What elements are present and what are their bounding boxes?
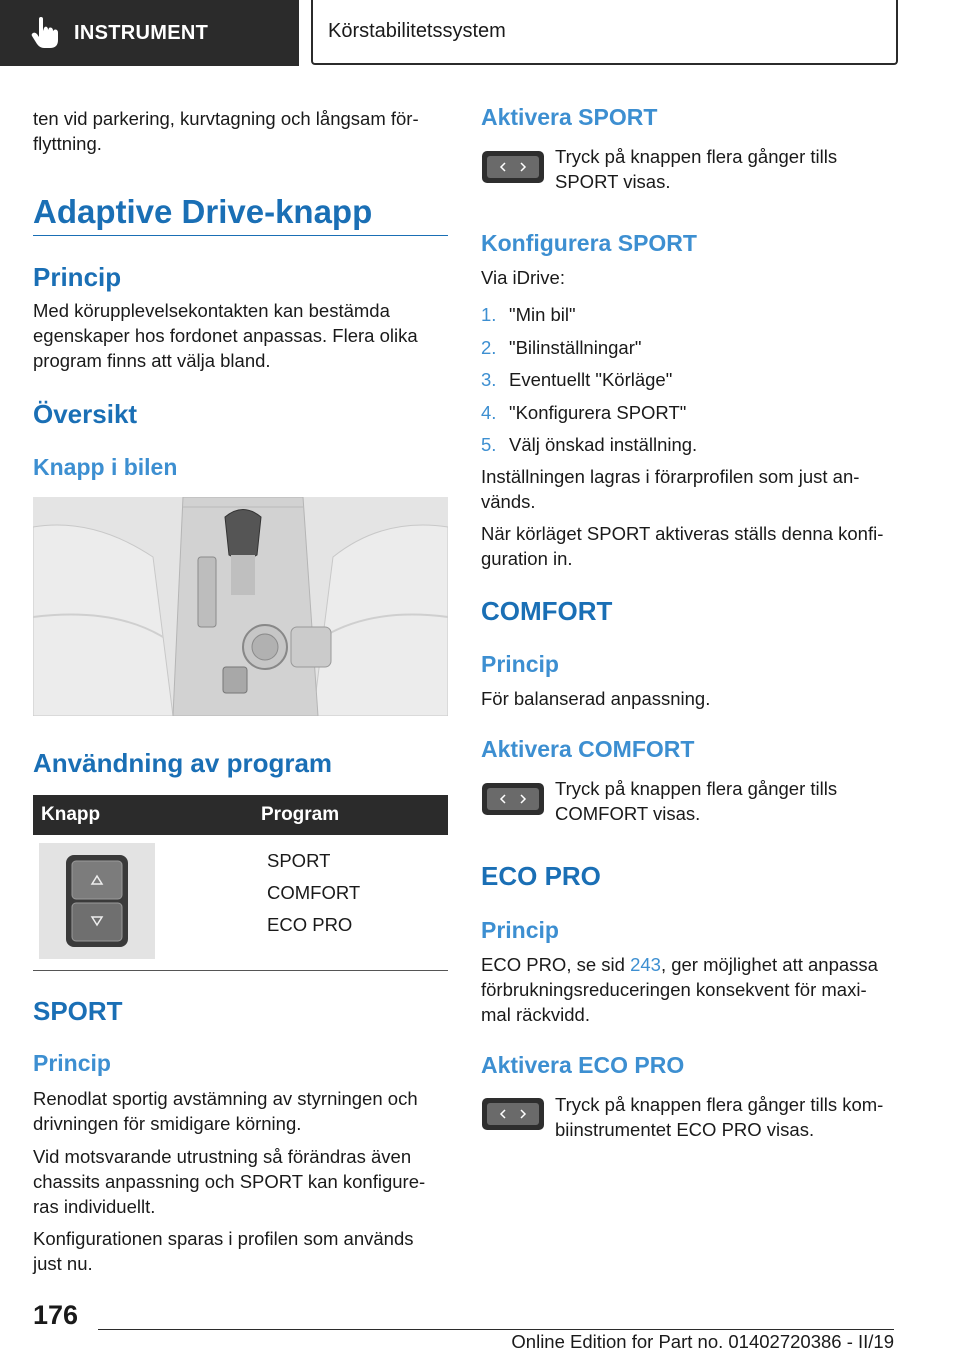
eco-pro-heading: ECO PRO: [481, 861, 601, 891]
comfort-princip-text: För balanserad anpassning.: [481, 688, 711, 709]
footer-rule: [98, 1329, 894, 1330]
edition-text: Online Edition for Part no. 01402720386 - II/19: [511, 1331, 894, 1352]
aktivera-comfort-text: Tryck på knappen flera gånger tills COMFORT visas.: [555, 778, 838, 824]
sport-princip-heading: Princip: [33, 1050, 111, 1076]
princip-heading: Princip: [33, 262, 122, 292]
table-bottom-rule: [33, 970, 448, 971]
sport-paragraph-2: Vid motsvarande utrustning så förändras även chassits anpassning och SPORT kan konfigure-ras individuellt.: [33, 1146, 426, 1217]
table-header-knapp: Knapp: [33, 795, 253, 835]
page-title: Adaptive Drive-knapp: [33, 193, 448, 236]
page-number: 176: [33, 1300, 79, 1330]
header-chapter-label: Körstabilitetssystem: [328, 20, 506, 42]
program-sport: SPORT: [267, 850, 331, 871]
eco-princip-text: ECO PRO, se sid 243, ger möjlighet att anpassa förbrukningsreduceringen konsekvent för maxi-mal räckvidd.: [481, 954, 878, 1025]
drive-switch-icon: [481, 1097, 545, 1131]
car-console-photo: [33, 497, 448, 716]
konf-paragraph-2: När körläget SPORT aktiveras ställs denna konfi-guration in.: [481, 523, 884, 569]
table-header-program: Program: [253, 795, 448, 835]
page-243-link[interactable]: 243: [630, 954, 661, 975]
sport-paragraph-1: Renodlat sportig avstämning av styrningen och drivningen för smidigare körning.: [33, 1088, 418, 1134]
comfort-princip-heading: Princip: [481, 651, 559, 677]
program-comfort: COMFORT: [267, 882, 361, 903]
anvandning-heading: Användning av program: [33, 748, 333, 778]
program-eco-pro: ECO PRO: [267, 914, 353, 935]
drive-button-image: [39, 843, 155, 959]
aktivera-comfort-heading: Aktivera COMFORT: [481, 736, 695, 762]
konf-paragraph-1: Inställningen lagras i förarprofilen som just an-vänds.: [481, 466, 860, 512]
header-section-label: INSTRUMENT: [74, 21, 209, 44]
list-item: 5. Välj önskad inställning.: [481, 434, 698, 455]
sport-heading: SPORT: [33, 996, 123, 1026]
list-item: 3. Eventuellt "Körläge": [481, 369, 673, 390]
konfigurera-sport-heading: Konfigurera SPORT: [481, 230, 697, 256]
header-section-tab: [0, 0, 299, 66]
knapp-i-bilen-heading: Knapp i bilen: [33, 454, 178, 480]
idrive-steps-list: [481, 299, 697, 462]
aktivera-eco-text: Tryck på knappen flera gånger tills kom-biinstrumentet ECO PRO visas.: [555, 1094, 884, 1140]
via-idrive-text: Via iDrive:: [481, 267, 565, 288]
oversikt-heading: Översikt: [33, 399, 138, 429]
eco-princip-heading: Princip: [481, 917, 559, 943]
intro-text: ten vid parkering, kurvtagning och långsam för-flyttning.: [33, 108, 419, 154]
drive-switch-icon: [481, 150, 545, 184]
sport-paragraph-3: Konfigurationen sparas i profilen som används just nu.: [33, 1228, 414, 1274]
header-chapter-tab: [311, 0, 898, 65]
princip-text: Med körupplevelsekontakten kan bestämda egenskaper hos fordonet anpassas. Flera olika program finns att välja bland.: [33, 300, 418, 371]
hand-pointer-icon: [26, 14, 64, 52]
program-table: [33, 795, 448, 959]
list-item: 4. "Konfigurera SPORT": [481, 401, 687, 423]
comfort-heading: COMFORT: [481, 596, 613, 626]
aktivera-eco-heading: Aktivera ECO PRO: [481, 1052, 685, 1078]
list-item: 2. "Bilinställningar": [481, 336, 642, 358]
table-row: [33, 835, 448, 959]
list-item: 1. "Min bil": [481, 304, 576, 325]
aktivera-sport-heading: Aktivera SPORT: [481, 104, 658, 130]
aktivera-sport-text: Tryck på knappen flera gånger tills SPORT visas.: [555, 146, 838, 192]
drive-switch-icon: [481, 782, 545, 816]
